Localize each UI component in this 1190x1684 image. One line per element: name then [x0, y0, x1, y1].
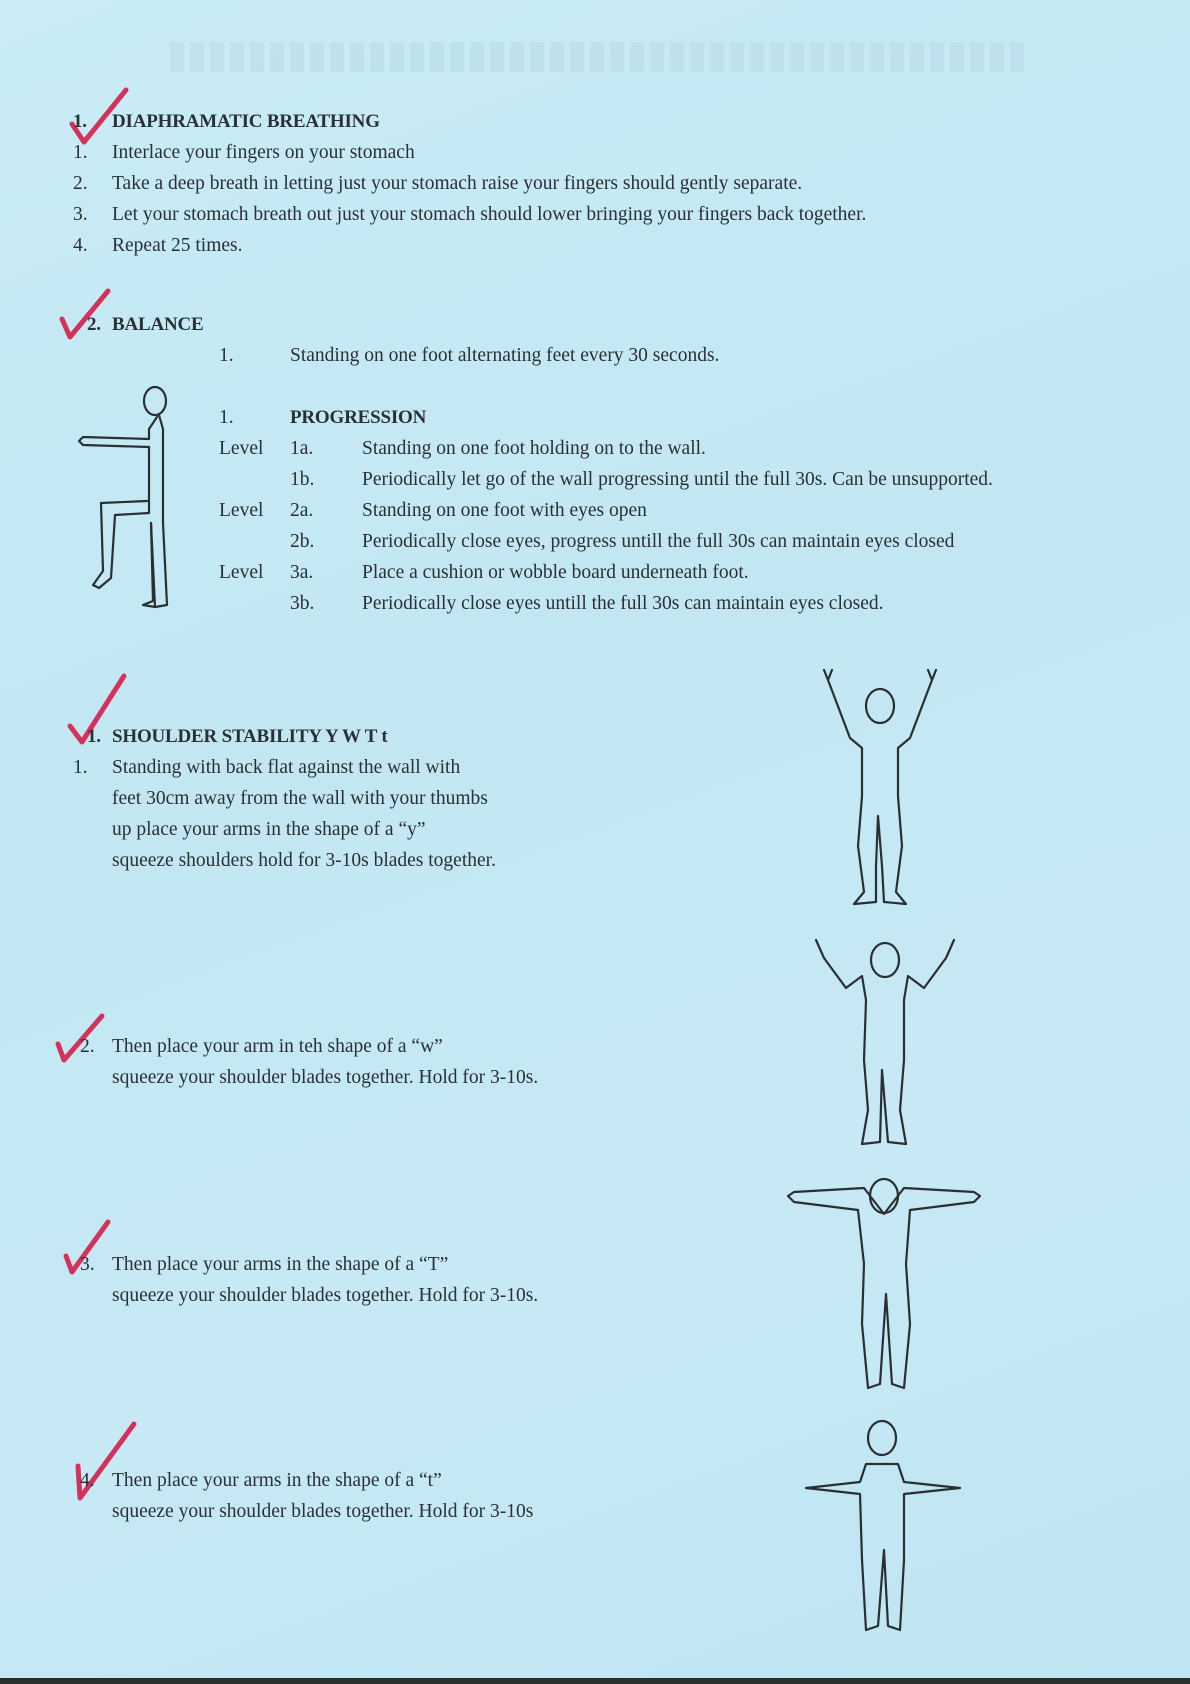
level-code: 1a.	[290, 438, 314, 459]
step-number: 2.	[80, 1036, 95, 1057]
level-label: Level	[219, 438, 264, 459]
small-t-pose-figure	[800, 1410, 970, 1642]
step-text: Standing on one foot alternating feet every 30 seconds.	[290, 345, 720, 366]
step-text-line: squeeze your shoulder blades together. Hold for 3-10s.	[112, 1067, 539, 1088]
scan-edge-shadow	[0, 1678, 1190, 1684]
level-label: Level	[219, 500, 264, 521]
step-number: 1.	[219, 345, 234, 366]
level-text: Periodically close eyes untill the full 30s can maintain eyes closed.	[362, 593, 884, 614]
step-number: 3.	[80, 1254, 95, 1275]
y-pose-figure	[820, 666, 940, 910]
level-text: Periodically close eyes, progress untill the full 30s can maintain eyes closed	[362, 531, 955, 552]
checkmark-icon	[56, 285, 116, 343]
level-code: 3a.	[290, 562, 314, 583]
step-text-line: Then place your arms in the shape of a “T”	[112, 1254, 449, 1275]
step-text: Repeat 25 times.	[112, 235, 243, 256]
balance-one-leg-figure	[75, 383, 185, 615]
level-text: Periodically let go of the wall progressing until the full 30s. Can be unsupported.	[362, 469, 993, 490]
level-code: 2b.	[290, 531, 315, 552]
w-pose-figure	[810, 930, 960, 1156]
step-number: 3.	[73, 204, 88, 225]
step-text-line: Then place your arm in teh shape of a “w”	[112, 1036, 443, 1057]
level-text: Standing on one foot with eyes open	[362, 500, 647, 521]
step-text-line: Standing with back flat against the wall with	[112, 757, 461, 778]
level-text: Standing on one foot holding on to the wall.	[362, 438, 706, 459]
step-text: Take a deep breath in letting just your stomach raise your fingers should gently separate.	[112, 173, 803, 194]
t-pose-figure	[784, 1174, 984, 1398]
level-code: 3b.	[290, 593, 315, 614]
level-code: 1b.	[290, 469, 315, 490]
section-title: SHOULDER STABILITY Y W T t	[112, 726, 388, 747]
level-text: Place a cushion or wobble board underneath foot.	[362, 562, 749, 583]
step-number: 1.	[73, 142, 88, 163]
step-text-line: Then place your arms in the shape of a “t”	[112, 1470, 442, 1491]
faded-header-bleedthrough	[170, 42, 1030, 72]
step-number: 1.	[73, 757, 88, 778]
section-title: DIAPHRAMATIC BREATHING	[112, 111, 380, 132]
progression-title: PROGRESSION	[290, 407, 427, 428]
section-number: 1.	[87, 726, 101, 747]
step-number: 2.	[73, 173, 88, 194]
step-text-line: squeeze your shoulder blades together. Hold for 3-10s	[112, 1501, 534, 1522]
step-number: 4.	[80, 1470, 95, 1491]
step-text-line: squeeze your shoulder blades together. Hold for 3-10s.	[112, 1285, 539, 1306]
step-text-line: up place your arms in the shape of a “y”	[112, 819, 426, 840]
step-text: Interlace your fingers on your stomach	[112, 142, 415, 163]
step-text-line: squeeze shoulders hold for 3-10s blades together.	[112, 850, 496, 871]
step-number: 4.	[73, 235, 88, 256]
step-text: Let your stomach breath out just your stomach should lower bringing your fingers back together.	[112, 204, 867, 225]
section-title: BALANCE	[112, 314, 204, 335]
level-code: 2a.	[290, 500, 314, 521]
level-label: Level	[219, 562, 264, 583]
progression-number: 1.	[219, 407, 234, 428]
step-text-line: feet 30cm away from the wall with your thumbs	[112, 788, 488, 809]
section-number: 1.	[73, 111, 87, 132]
section-number: 2.	[87, 314, 101, 335]
